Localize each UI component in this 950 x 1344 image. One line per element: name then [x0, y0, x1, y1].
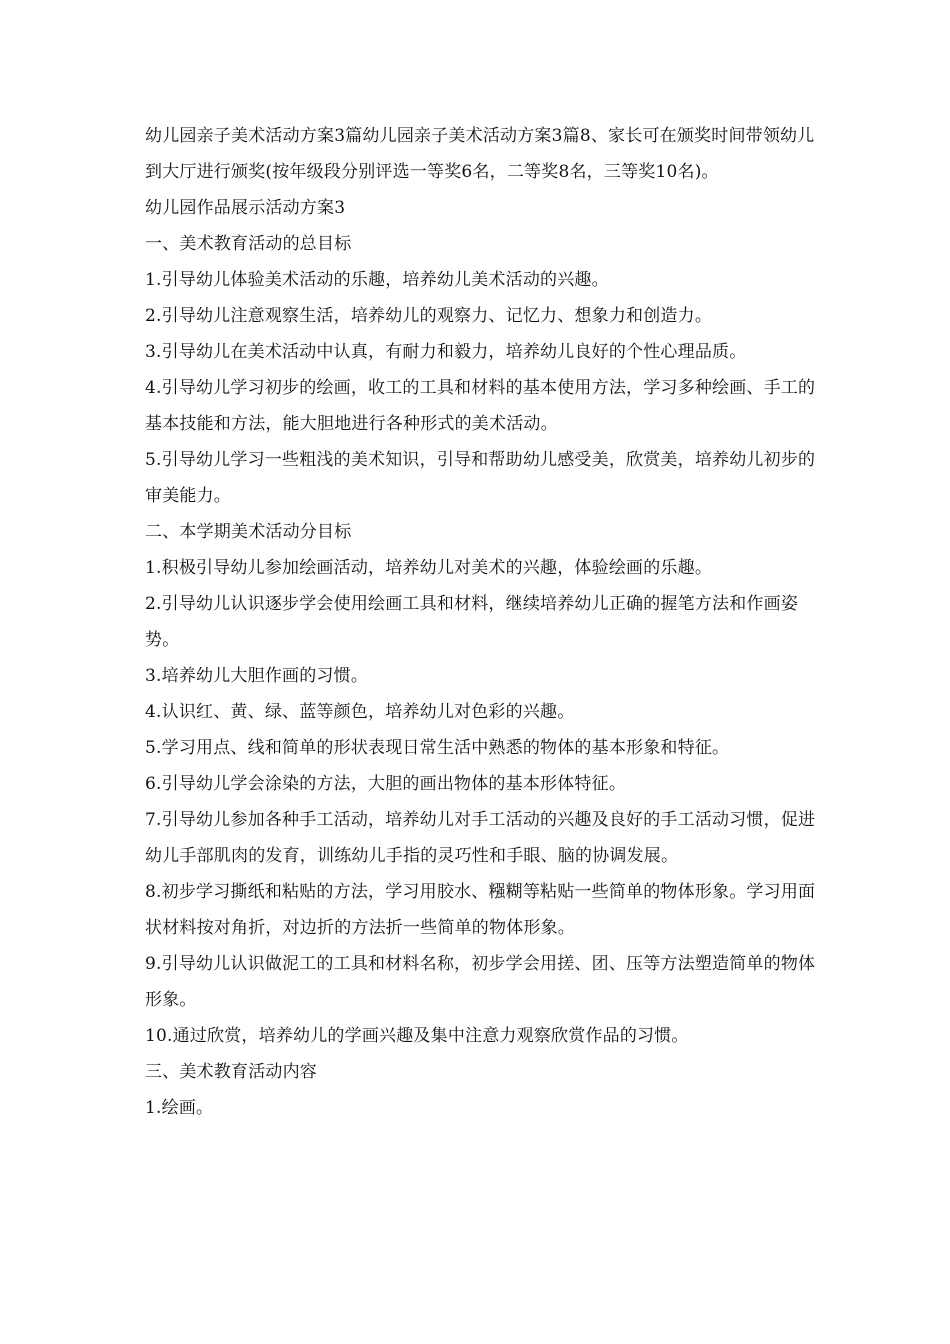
document-page: [145, 118, 825, 1126]
sub-goal-item-3: 3.培养幼儿大胆作画的习惯。: [145, 666, 369, 686]
goal-item-3: 3.引导幼儿在美术活动中认真，有耐力和毅力，培养幼儿良好的个性心理品质。: [145, 342, 747, 362]
goal-item-2: 2.引导幼儿注意观察生活，培养幼儿的观察力、记忆力、想象力和创造力。: [145, 306, 713, 326]
sub-goal-item-5: 5.学习用点、线和简单的形状表现日常生活中熟悉的物体的基本形象和特征。: [145, 738, 730, 758]
goal-item-1: 1.引导幼儿体验美术活动的乐趣，培养幼儿美术活动的兴趣。: [145, 270, 609, 290]
intro-paragraph: 幼儿园亲子美术活动方案3篇幼儿园亲子美术活动方案3篇8、家长可在颁奖时间带领幼儿到大厅进行颁奖(按年级段分别评选一等奖6名，二等奖8名，三等奖10名)。: [145, 126, 815, 182]
sub-goal-item-1: 1.积极引导幼儿参加绘画活动，培养幼儿对美术的兴趣，体验绘画的乐趣。: [145, 558, 713, 578]
goal-item-4: 4.引导幼儿学习初步的绘画，收工的工具和材料的基本使用方法，学习多种绘画、手工的基本技能和方法，能大胆地进行各种形式的美术活动。: [145, 378, 816, 434]
sub-goal-item-4: 4.认识红、黄、绿、蓝等颜色，培养幼儿对色彩的兴趣。: [145, 702, 575, 722]
heading-semester-goals: 二、本学期美术活动分目标: [145, 522, 352, 542]
sub-goal-item-9: 9.引导幼儿认识做泥工的工具和材料名称，初步学会用搓、团、压等方法塑造简单的物体形象。: [145, 954, 816, 1010]
sub-goal-item-10: 10.通过欣赏，培养幼儿的学画兴趣及集中注意力观察欣赏作品的习惯。: [145, 1026, 689, 1046]
sub-goal-item-6: 6.引导幼儿学会涂染的方法，大胆的画出物体的基本形体特征。: [145, 774, 627, 794]
section-title: 幼儿园作品展示活动方案3: [145, 198, 346, 218]
sub-goal-item-8: 8.初步学习撕纸和粘贴的方法，学习用胶水、糨糊等粘贴一些简单的物体形象。学习用面状材料按对角折，对边折的方法折一些简单的物体形象。: [145, 882, 816, 938]
content-item-1: 1.绘画。: [145, 1098, 214, 1118]
sub-goal-item-2: 2.引导幼儿认识逐步学会使用绘画工具和材料，继续培养幼儿正确的握笔方法和作画姿势。: [145, 594, 799, 650]
goal-item-5: 5.引导幼儿学习一些粗浅的美术知识，引导和帮助幼儿感受美，欣赏美，培养幼儿初步的审美能力。: [145, 450, 816, 506]
heading-activity-content: 三、美术教育活动内容: [145, 1062, 317, 1082]
sub-goal-item-7: 7.引导幼儿参加各种手工活动，培养幼儿对手工活动的兴趣及良好的手工活动习惯，促进幼儿手部肌肉的发育，训练幼儿手指的灵巧性和手眼、脑的协调发展。: [145, 810, 816, 866]
heading-overall-goals: 一、美术教育活动的总目标: [145, 234, 352, 254]
